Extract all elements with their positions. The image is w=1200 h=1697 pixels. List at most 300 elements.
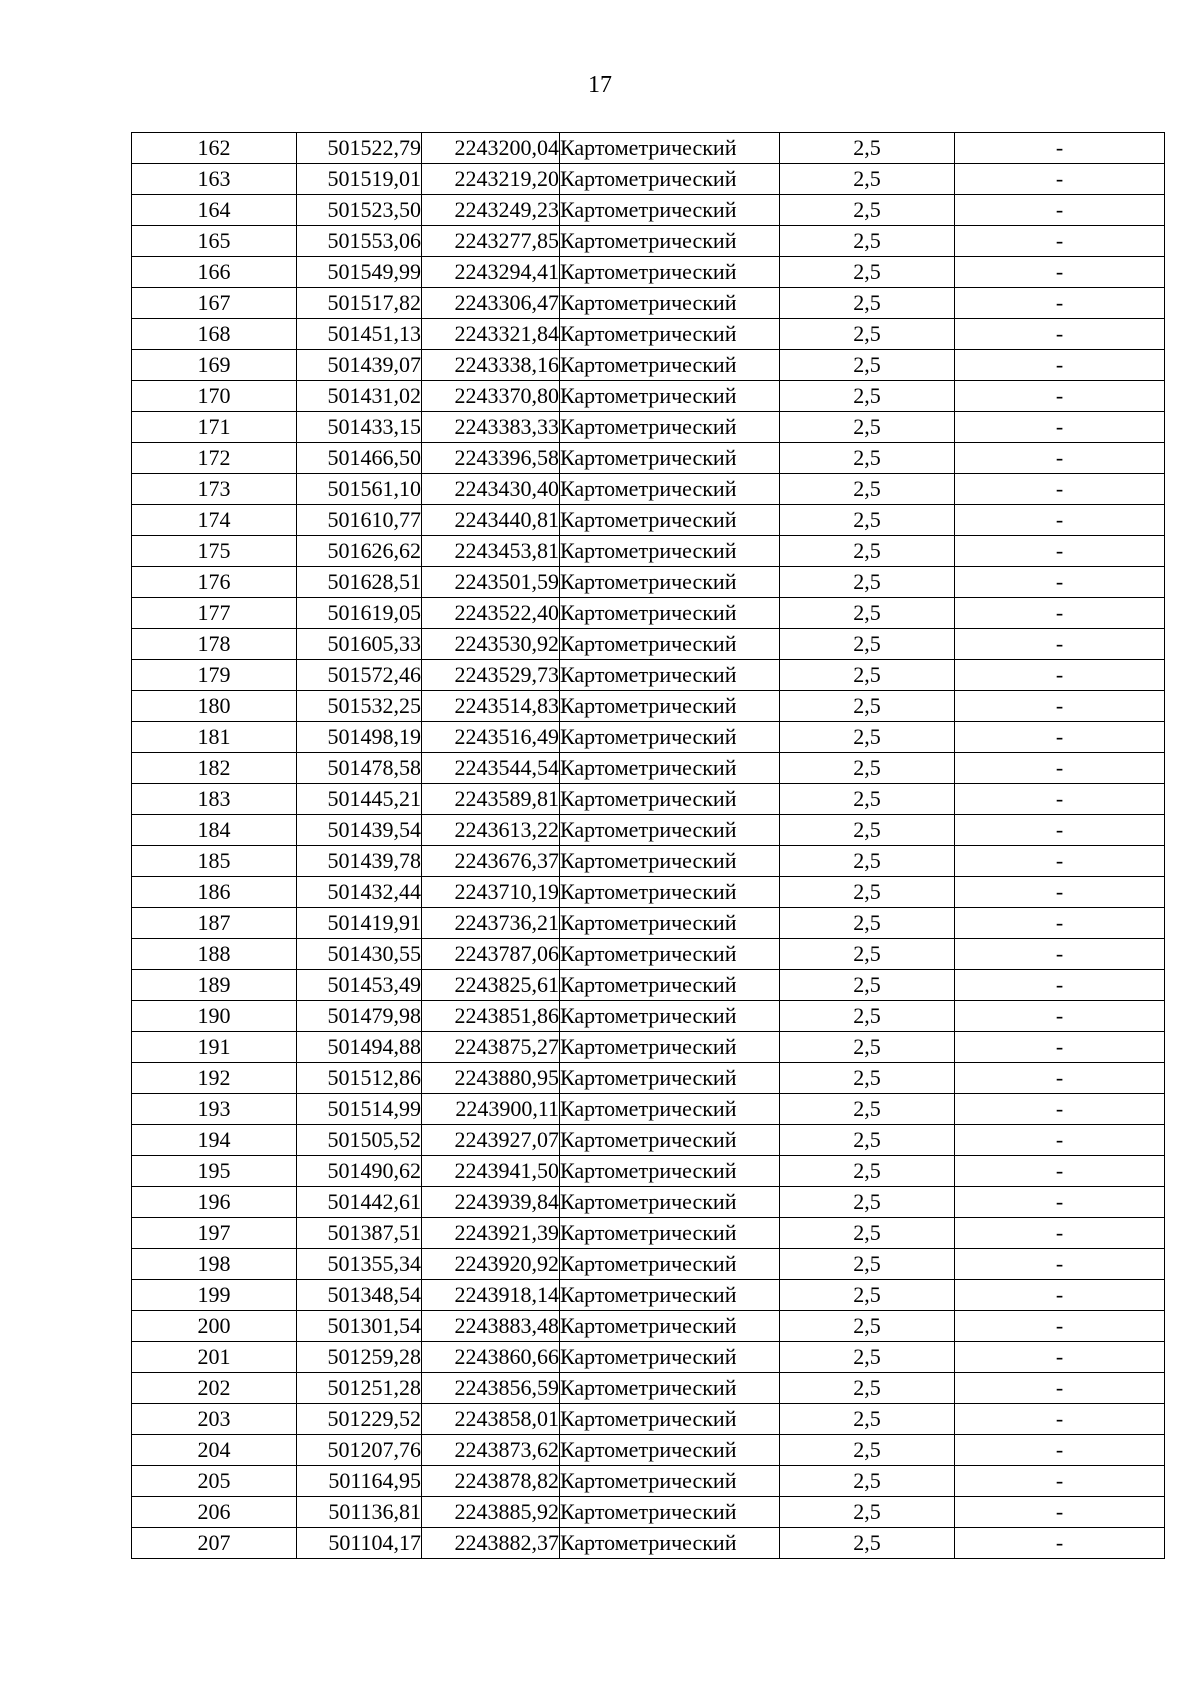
y-coordinate-cell: 2243430,40 <box>422 474 560 505</box>
y-coordinate-cell: 2243219,20 <box>422 164 560 195</box>
description-cell: - <box>955 1466 1165 1497</box>
accuracy-cell: 2,5 <box>780 1435 955 1466</box>
description-cell: - <box>955 660 1165 691</box>
table-row <box>132 1094 1165 1125</box>
table-row <box>132 908 1165 939</box>
accuracy-cell: 2,5 <box>780 691 955 722</box>
point-number-cell: 186 <box>132 877 297 908</box>
description-cell: - <box>955 567 1165 598</box>
point-number-cell: 185 <box>132 846 297 877</box>
table-row <box>132 133 1165 164</box>
point-number-cell: 193 <box>132 1094 297 1125</box>
method-cell: Картометрический <box>560 1342 780 1373</box>
accuracy-cell: 2,5 <box>780 1125 955 1156</box>
accuracy-cell: 2,5 <box>780 629 955 660</box>
x-coordinate-cell: 501164,95 <box>297 1466 422 1497</box>
method-cell: Картометрический <box>560 691 780 722</box>
point-number-cell: 168 <box>132 319 297 350</box>
x-coordinate-cell: 501519,01 <box>297 164 422 195</box>
accuracy-cell: 2,5 <box>780 288 955 319</box>
description-cell: - <box>955 288 1165 319</box>
page-number: 17 <box>588 72 612 98</box>
point-number-cell: 167 <box>132 288 297 319</box>
point-number-cell: 192 <box>132 1063 297 1094</box>
description-cell: - <box>955 536 1165 567</box>
x-coordinate-cell: 501605,33 <box>297 629 422 660</box>
table-row <box>132 1342 1165 1373</box>
x-coordinate-cell: 501505,52 <box>297 1125 422 1156</box>
description-cell: - <box>955 784 1165 815</box>
x-coordinate-cell: 501439,78 <box>297 846 422 877</box>
accuracy-cell: 2,5 <box>780 164 955 195</box>
point-number-cell: 199 <box>132 1280 297 1311</box>
table-row <box>132 877 1165 908</box>
point-number-cell: 172 <box>132 443 297 474</box>
method-cell: Картометрический <box>560 815 780 846</box>
method-cell: Картометрический <box>560 319 780 350</box>
description-cell: - <box>955 1001 1165 1032</box>
y-coordinate-cell: 2243589,81 <box>422 784 560 815</box>
point-number-cell: 179 <box>132 660 297 691</box>
y-coordinate-cell: 2243825,61 <box>422 970 560 1001</box>
point-number-cell: 190 <box>132 1001 297 1032</box>
y-coordinate-cell: 2243338,16 <box>422 350 560 381</box>
accuracy-cell: 2,5 <box>780 443 955 474</box>
table-row <box>132 1373 1165 1404</box>
description-cell: - <box>955 195 1165 226</box>
y-coordinate-cell: 2243514,83 <box>422 691 560 722</box>
table-row <box>132 753 1165 784</box>
x-coordinate-cell: 501572,46 <box>297 660 422 691</box>
point-number-cell: 202 <box>132 1373 297 1404</box>
point-number-cell: 204 <box>132 1435 297 1466</box>
description-cell: - <box>955 474 1165 505</box>
table-row <box>132 1156 1165 1187</box>
x-coordinate-cell: 501628,51 <box>297 567 422 598</box>
x-coordinate-cell: 501433,15 <box>297 412 422 443</box>
table-row <box>132 784 1165 815</box>
point-number-cell: 191 <box>132 1032 297 1063</box>
table-row <box>132 1435 1165 1466</box>
accuracy-cell: 2,5 <box>780 536 955 567</box>
y-coordinate-cell: 2243529,73 <box>422 660 560 691</box>
table-row <box>132 412 1165 443</box>
description-cell: - <box>955 970 1165 1001</box>
x-coordinate-cell: 501490,62 <box>297 1156 422 1187</box>
y-coordinate-cell: 2243873,62 <box>422 1435 560 1466</box>
y-coordinate-cell: 2243501,59 <box>422 567 560 598</box>
description-cell: - <box>955 691 1165 722</box>
accuracy-cell: 2,5 <box>780 1094 955 1125</box>
method-cell: Картометрический <box>560 939 780 970</box>
description-cell: - <box>955 1249 1165 1280</box>
x-coordinate-cell: 501451,13 <box>297 319 422 350</box>
point-number-cell: 177 <box>132 598 297 629</box>
table-row <box>132 474 1165 505</box>
description-cell: - <box>955 1156 1165 1187</box>
point-number-cell: 182 <box>132 753 297 784</box>
x-coordinate-cell: 501553,06 <box>297 226 422 257</box>
method-cell: Картометрический <box>560 474 780 505</box>
table-row <box>132 1404 1165 1435</box>
y-coordinate-cell: 2243370,80 <box>422 381 560 412</box>
x-coordinate-cell: 501532,25 <box>297 691 422 722</box>
method-cell: Картометрический <box>560 1249 780 1280</box>
method-cell: Картометрический <box>560 567 780 598</box>
table-row <box>132 939 1165 970</box>
accuracy-cell: 2,5 <box>780 722 955 753</box>
x-coordinate-cell: 501419,91 <box>297 908 422 939</box>
table-row <box>132 1001 1165 1032</box>
method-cell: Картометрический <box>560 133 780 164</box>
x-coordinate-cell: 501355,34 <box>297 1249 422 1280</box>
accuracy-cell: 2,5 <box>780 1404 955 1435</box>
table-row <box>132 443 1165 474</box>
table-row <box>132 1249 1165 1280</box>
description-cell: - <box>955 598 1165 629</box>
y-coordinate-cell: 2243921,39 <box>422 1218 560 1249</box>
x-coordinate-cell: 501561,10 <box>297 474 422 505</box>
method-cell: Картометрический <box>560 164 780 195</box>
description-cell: - <box>955 226 1165 257</box>
description-cell: - <box>955 1497 1165 1528</box>
table-row <box>132 164 1165 195</box>
method-cell: Картометрический <box>560 350 780 381</box>
point-number-cell: 173 <box>132 474 297 505</box>
y-coordinate-cell: 2243875,27 <box>422 1032 560 1063</box>
x-coordinate-cell: 501387,51 <box>297 1218 422 1249</box>
accuracy-cell: 2,5 <box>780 939 955 970</box>
description-cell: - <box>955 1435 1165 1466</box>
accuracy-cell: 2,5 <box>780 1342 955 1373</box>
table-row <box>132 1125 1165 1156</box>
y-coordinate-cell: 2243530,92 <box>422 629 560 660</box>
method-cell: Картометрический <box>560 1373 780 1404</box>
point-number-cell: 206 <box>132 1497 297 1528</box>
method-cell: Картометрический <box>560 1156 780 1187</box>
table-row <box>132 226 1165 257</box>
y-coordinate-cell: 2243396,58 <box>422 443 560 474</box>
accuracy-cell: 2,5 <box>780 1156 955 1187</box>
point-number-cell: 165 <box>132 226 297 257</box>
y-coordinate-cell: 2243516,49 <box>422 722 560 753</box>
accuracy-cell: 2,5 <box>780 350 955 381</box>
accuracy-cell: 2,5 <box>780 1187 955 1218</box>
point-number-cell: 207 <box>132 1528 297 1559</box>
description-cell: - <box>955 164 1165 195</box>
method-cell: Картометрический <box>560 722 780 753</box>
point-number-cell: 203 <box>132 1404 297 1435</box>
table-row <box>132 505 1165 536</box>
method-cell: Картометрический <box>560 908 780 939</box>
y-coordinate-cell: 2243321,84 <box>422 319 560 350</box>
table-row <box>132 1466 1165 1497</box>
point-number-cell: 164 <box>132 195 297 226</box>
table-row <box>132 1218 1165 1249</box>
x-coordinate-cell: 501549,99 <box>297 257 422 288</box>
point-number-cell: 194 <box>132 1125 297 1156</box>
description-cell: - <box>955 1311 1165 1342</box>
y-coordinate-cell: 2243885,92 <box>422 1497 560 1528</box>
table-row <box>132 970 1165 1001</box>
accuracy-cell: 2,5 <box>780 970 955 1001</box>
table-body <box>132 133 1165 1559</box>
accuracy-cell: 2,5 <box>780 1373 955 1404</box>
point-number-cell: 181 <box>132 722 297 753</box>
point-number-cell: 188 <box>132 939 297 970</box>
x-coordinate-cell: 501498,19 <box>297 722 422 753</box>
y-coordinate-cell: 2243200,04 <box>422 133 560 164</box>
description-cell: - <box>955 815 1165 846</box>
accuracy-cell: 2,5 <box>780 133 955 164</box>
y-coordinate-cell: 2243453,81 <box>422 536 560 567</box>
method-cell: Картометрический <box>560 412 780 443</box>
point-number-cell: 175 <box>132 536 297 567</box>
description-cell: - <box>955 412 1165 443</box>
accuracy-cell: 2,5 <box>780 660 955 691</box>
point-number-cell: 174 <box>132 505 297 536</box>
description-cell: - <box>955 505 1165 536</box>
point-number-cell: 183 <box>132 784 297 815</box>
accuracy-cell: 2,5 <box>780 1466 955 1497</box>
y-coordinate-cell: 2243440,81 <box>422 505 560 536</box>
y-coordinate-cell: 2243522,40 <box>422 598 560 629</box>
x-coordinate-cell: 501432,44 <box>297 877 422 908</box>
accuracy-cell: 2,5 <box>780 474 955 505</box>
y-coordinate-cell: 2243920,92 <box>422 1249 560 1280</box>
table-row <box>132 1311 1165 1342</box>
description-cell: - <box>955 1187 1165 1218</box>
x-coordinate-cell: 501439,54 <box>297 815 422 846</box>
point-number-cell: 189 <box>132 970 297 1001</box>
accuracy-cell: 2,5 <box>780 846 955 877</box>
description-cell: - <box>955 1280 1165 1311</box>
method-cell: Картометрический <box>560 629 780 660</box>
description-cell: - <box>955 1032 1165 1063</box>
table-row <box>132 815 1165 846</box>
point-number-cell: 196 <box>132 1187 297 1218</box>
method-cell: Картометрический <box>560 1497 780 1528</box>
method-cell: Картометрический <box>560 1063 780 1094</box>
table-row <box>132 598 1165 629</box>
description-cell: - <box>955 846 1165 877</box>
description-cell: - <box>955 257 1165 288</box>
x-coordinate-cell: 501494,88 <box>297 1032 422 1063</box>
table-row <box>132 257 1165 288</box>
x-coordinate-cell: 501523,50 <box>297 195 422 226</box>
accuracy-cell: 2,5 <box>780 1528 955 1559</box>
table-row <box>132 722 1165 753</box>
method-cell: Картометрический <box>560 288 780 319</box>
y-coordinate-cell: 2243851,86 <box>422 1001 560 1032</box>
description-cell: - <box>955 753 1165 784</box>
x-coordinate-cell: 501136,81 <box>297 1497 422 1528</box>
description-cell: - <box>955 133 1165 164</box>
point-number-cell: 171 <box>132 412 297 443</box>
method-cell: Картометрический <box>560 784 780 815</box>
description-cell: - <box>955 939 1165 970</box>
point-number-cell: 197 <box>132 1218 297 1249</box>
table-row <box>132 1032 1165 1063</box>
y-coordinate-cell: 2243883,48 <box>422 1311 560 1342</box>
description-cell: - <box>955 1218 1165 1249</box>
table-row <box>132 1063 1165 1094</box>
x-coordinate-cell: 501479,98 <box>297 1001 422 1032</box>
method-cell: Картометрический <box>560 1218 780 1249</box>
table-row <box>132 846 1165 877</box>
method-cell: Картометрический <box>560 1404 780 1435</box>
y-coordinate-cell: 2243736,21 <box>422 908 560 939</box>
x-coordinate-cell: 501104,17 <box>297 1528 422 1559</box>
method-cell: Картометрический <box>560 505 780 536</box>
x-coordinate-cell: 501430,55 <box>297 939 422 970</box>
x-coordinate-cell: 501517,82 <box>297 288 422 319</box>
point-number-cell: 169 <box>132 350 297 381</box>
description-cell: - <box>955 1342 1165 1373</box>
y-coordinate-cell: 2243306,47 <box>422 288 560 319</box>
point-number-cell: 166 <box>132 257 297 288</box>
table-row <box>132 567 1165 598</box>
x-coordinate-cell: 501259,28 <box>297 1342 422 1373</box>
x-coordinate-cell: 501439,07 <box>297 350 422 381</box>
point-number-cell: 205 <box>132 1466 297 1497</box>
accuracy-cell: 2,5 <box>780 257 955 288</box>
y-coordinate-cell: 2243787,06 <box>422 939 560 970</box>
point-number-cell: 170 <box>132 381 297 412</box>
description-cell: - <box>955 350 1165 381</box>
method-cell: Картометрический <box>560 660 780 691</box>
x-coordinate-cell: 501301,54 <box>297 1311 422 1342</box>
y-coordinate-cell: 2243856,59 <box>422 1373 560 1404</box>
description-cell: - <box>955 1373 1165 1404</box>
method-cell: Картометрический <box>560 443 780 474</box>
point-number-cell: 198 <box>132 1249 297 1280</box>
x-coordinate-cell: 501348,54 <box>297 1280 422 1311</box>
accuracy-cell: 2,5 <box>780 567 955 598</box>
y-coordinate-cell: 2243710,19 <box>422 877 560 908</box>
table-row <box>132 1497 1165 1528</box>
x-coordinate-cell: 501229,52 <box>297 1404 422 1435</box>
table-row <box>132 1280 1165 1311</box>
method-cell: Картометрический <box>560 1528 780 1559</box>
table-row <box>132 350 1165 381</box>
x-coordinate-cell: 501512,86 <box>297 1063 422 1094</box>
description-cell: - <box>955 1528 1165 1559</box>
point-number-cell: 201 <box>132 1342 297 1373</box>
accuracy-cell: 2,5 <box>780 319 955 350</box>
table-row <box>132 381 1165 412</box>
coordinates-table <box>131 132 1165 1559</box>
accuracy-cell: 2,5 <box>780 815 955 846</box>
table-row <box>132 1187 1165 1218</box>
x-coordinate-cell: 501619,05 <box>297 598 422 629</box>
accuracy-cell: 2,5 <box>780 908 955 939</box>
x-coordinate-cell: 501478,58 <box>297 753 422 784</box>
y-coordinate-cell: 2243277,85 <box>422 226 560 257</box>
method-cell: Картометрический <box>560 226 780 257</box>
table-row <box>132 660 1165 691</box>
method-cell: Картометрический <box>560 257 780 288</box>
accuracy-cell: 2,5 <box>780 505 955 536</box>
y-coordinate-cell: 2243860,66 <box>422 1342 560 1373</box>
x-coordinate-cell: 501466,50 <box>297 443 422 474</box>
method-cell: Картометрический <box>560 970 780 1001</box>
method-cell: Картометрический <box>560 1125 780 1156</box>
accuracy-cell: 2,5 <box>780 195 955 226</box>
accuracy-cell: 2,5 <box>780 1280 955 1311</box>
accuracy-cell: 2,5 <box>780 598 955 629</box>
method-cell: Картометрический <box>560 1311 780 1342</box>
x-coordinate-cell: 501445,21 <box>297 784 422 815</box>
y-coordinate-cell: 2243880,95 <box>422 1063 560 1094</box>
point-number-cell: 163 <box>132 164 297 195</box>
method-cell: Картометрический <box>560 1001 780 1032</box>
x-coordinate-cell: 501610,77 <box>297 505 422 536</box>
accuracy-cell: 2,5 <box>780 1001 955 1032</box>
table-row <box>132 629 1165 660</box>
y-coordinate-cell: 2243927,07 <box>422 1125 560 1156</box>
y-coordinate-cell: 2243249,23 <box>422 195 560 226</box>
y-coordinate-cell: 2243900,11 <box>422 1094 560 1125</box>
accuracy-cell: 2,5 <box>780 753 955 784</box>
accuracy-cell: 2,5 <box>780 412 955 443</box>
method-cell: Картометрический <box>560 598 780 629</box>
method-cell: Картометрический <box>560 1435 780 1466</box>
method-cell: Картометрический <box>560 381 780 412</box>
point-number-cell: 176 <box>132 567 297 598</box>
method-cell: Картометрический <box>560 536 780 567</box>
description-cell: - <box>955 722 1165 753</box>
accuracy-cell: 2,5 <box>780 1063 955 1094</box>
y-coordinate-cell: 2243918,14 <box>422 1280 560 1311</box>
y-coordinate-cell: 2243544,54 <box>422 753 560 784</box>
x-coordinate-cell: 501522,79 <box>297 133 422 164</box>
x-coordinate-cell: 501514,99 <box>297 1094 422 1125</box>
description-cell: - <box>955 908 1165 939</box>
accuracy-cell: 2,5 <box>780 381 955 412</box>
y-coordinate-cell: 2243676,37 <box>422 846 560 877</box>
y-coordinate-cell: 2243383,33 <box>422 412 560 443</box>
description-cell: - <box>955 319 1165 350</box>
x-coordinate-cell: 501626,62 <box>297 536 422 567</box>
accuracy-cell: 2,5 <box>780 1218 955 1249</box>
y-coordinate-cell: 2243941,50 <box>422 1156 560 1187</box>
method-cell: Картометрический <box>560 1032 780 1063</box>
method-cell: Картометрический <box>560 846 780 877</box>
x-coordinate-cell: 501207,76 <box>297 1435 422 1466</box>
y-coordinate-cell: 2243613,22 <box>422 815 560 846</box>
point-number-cell: 200 <box>132 1311 297 1342</box>
table-row <box>132 536 1165 567</box>
description-cell: - <box>955 1404 1165 1435</box>
table-row <box>132 1528 1165 1559</box>
point-number-cell: 187 <box>132 908 297 939</box>
description-cell: - <box>955 1094 1165 1125</box>
accuracy-cell: 2,5 <box>780 226 955 257</box>
x-coordinate-cell: 501453,49 <box>297 970 422 1001</box>
table-row <box>132 195 1165 226</box>
point-number-cell: 195 <box>132 1156 297 1187</box>
method-cell: Картометрический <box>560 1187 780 1218</box>
description-cell: - <box>955 381 1165 412</box>
method-cell: Картометрический <box>560 1280 780 1311</box>
method-cell: Картометрический <box>560 753 780 784</box>
table-row <box>132 288 1165 319</box>
accuracy-cell: 2,5 <box>780 784 955 815</box>
accuracy-cell: 2,5 <box>780 1497 955 1528</box>
y-coordinate-cell: 2243858,01 <box>422 1404 560 1435</box>
accuracy-cell: 2,5 <box>780 1311 955 1342</box>
